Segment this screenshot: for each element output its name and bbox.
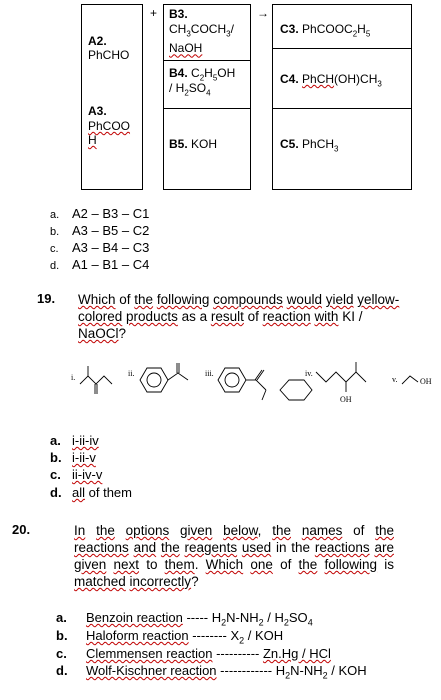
c3-label: C3. $PhCOOC_2H_5$: [280, 22, 371, 39]
b5-label: B5. KOH: [169, 137, 218, 151]
c5-label: C5. PhCH$_3$: [280, 137, 339, 154]
q19-option-a: a. i-ii-iv: [50, 433, 99, 448]
q19-option-d-text: all of them: [72, 485, 132, 500]
q19-oh-label-v: OH: [420, 377, 432, 386]
q19-option-d: d. all of them: [50, 485, 132, 500]
q18-option-c: c. A3 – B4 – C3: [50, 240, 150, 255]
b3-code: B3.: [169, 7, 188, 21]
column-c-divider-1: [272, 48, 412, 49]
reaction-arrow: →: [257, 6, 269, 20]
c4-label: C4. $PhCH(OH)CH_3$: [280, 72, 382, 89]
q19-text: Which of the following compounds would yield yellow-colored products as a result of reaction with KI / NaOCl?: [78, 292, 400, 341]
q20-option-b: b. Haloform reaction -------- $X_2$ / KOH: [56, 628, 284, 646]
q19-structure-label-iii: iii.: [205, 369, 214, 378]
column-c-divider-2: [272, 108, 412, 109]
q19-option-b: b. i-ii-v: [50, 450, 96, 465]
plus-sign: +: [150, 6, 158, 20]
q20-option-a: a. Benzoin reaction ----- $H_2N-NH_2 / H_2SO_4$: [56, 610, 313, 628]
q19-structure-label-i: i.: [71, 373, 76, 382]
q19-structure-label-ii: ii.: [128, 369, 135, 378]
b4-reagent: / $H_2SO_4$: [169, 81, 211, 98]
q19-structures: [0, 356, 441, 436]
column-b-divider-2: [163, 108, 251, 109]
q20-option-c: c. Clemmensen reaction ---------- Zn.Hg / HCl: [56, 646, 331, 661]
q19-structure-label-v: v.: [392, 375, 398, 384]
a2-code: A2.: [88, 34, 107, 48]
a3-name: PhCOO H: [88, 119, 131, 147]
column-a-box: [81, 4, 143, 190]
b3-reagent: $CH_3COCH_3/$ NaOH: [169, 22, 234, 56]
a2-name: PhCHO: [88, 48, 130, 62]
column-b-divider-1: [163, 60, 251, 61]
structure-iii-phenyl-cyclohexyl-ketone: [218, 368, 312, 400]
structure-ii-acetophenone: [140, 363, 188, 392]
structure-iv-alcohol: [316, 362, 366, 392]
q18-option-b: b. A3 – B5 – C2: [50, 223, 150, 238]
structure-v-alcohol: [402, 376, 418, 384]
q19-number: 19.: [37, 291, 56, 306]
q18-option-a: a. A2 – B3 – C1: [50, 206, 150, 221]
q18-option-d: d. A1 – B1 – C4: [50, 257, 150, 272]
q20-option-d: d. Wolf-Kischner reaction ------------ $H_2N-NH_2$ / KOH: [56, 663, 367, 681]
q19-structure-label-iv: iv.: [305, 369, 313, 378]
q20-text: In the options given below, the names of the reactions and the reagents used in the reactions are given next to them. Which one of the following is matched incorrectly?: [74, 523, 395, 589]
q19-oh-label-iv: OH: [340, 395, 352, 404]
q19-option-c: c. ii-iv-v: [50, 467, 103, 482]
a3-code: A3.: [88, 104, 107, 118]
q20-number: 20.: [12, 522, 31, 537]
b4-code: B4. $C_2H_5OH$: [169, 66, 236, 83]
structure-i-ketone: [80, 366, 112, 394]
